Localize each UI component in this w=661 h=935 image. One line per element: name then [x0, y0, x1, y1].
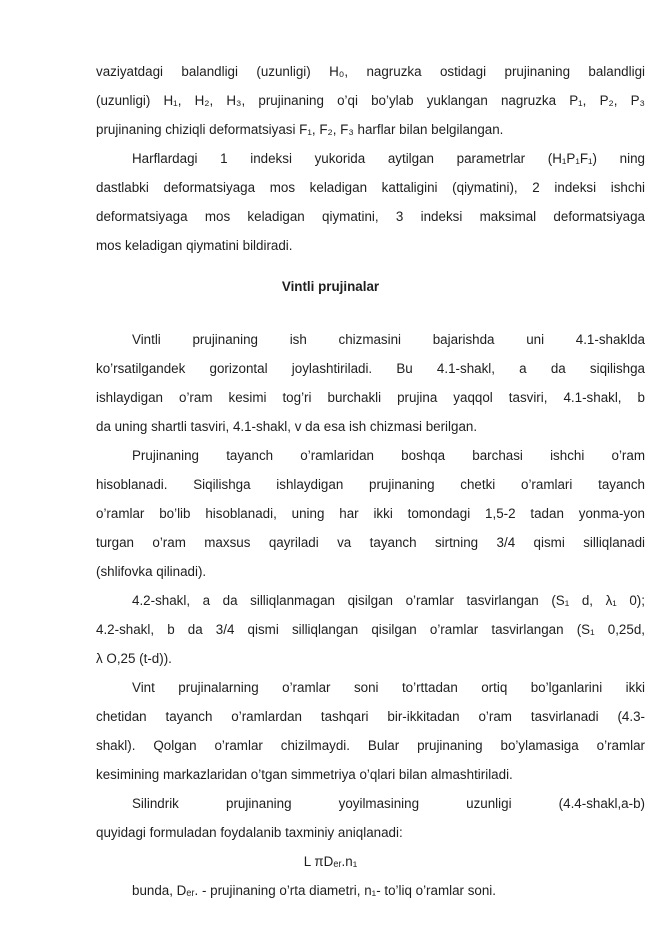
section-heading: Vintli prujinalar — [281, 279, 380, 294]
text-line: deformatsiyaga mos keladigan qiymatini, 3 indeksi maksimal deformatsiyaga — [96, 209, 645, 224]
text-line: chetidan tayanch o’ramlardan tashqari bir-ikkitadan o’ram tasvirlanadi (4.3- — [96, 709, 645, 724]
text-line: Harflardagi 1 indeksi yukorida aytilgan parametrlar (H₁P₁F₁) ning — [132, 151, 645, 166]
text-line: hisoblanadi. Siqilishga ishlaydigan prujinaning chetki o’ramlari tayanch — [96, 477, 645, 492]
text-line: kesimining markazlaridan o’tgan simmetriya o’qlari bilan almashtiriladi. — [96, 767, 513, 782]
text-line: ishlaydigan o’ram kesimi tog’ri burchakli prujina yaqqol tasviri, 4.1-shakl, b — [96, 390, 645, 405]
text-line: Vint prujinalarning o’ramlar soni to’rttadan ortiq bo’lganlarini ikki — [132, 680, 645, 695]
text-line: (uzunligi) H₁, H₂, H₃, prujinaning o’qi bo’ylab yuklangan nagruzka P₁, P₂, P₃ — [96, 93, 645, 108]
text-line: mos keladigan qiymatini bildiradi. — [96, 238, 293, 253]
text-line: da uning shartli tasviri, 4.1-shakl, v da esa ish chizmasi berilgan. — [96, 419, 478, 434]
text-line: 4.2-shakl, a da silliqlanmagan qisilgan o’ramlar tasvirlangan (S₁ d, λ₁ 0); — [132, 593, 645, 608]
text-line: ko’rsatilgandek gorizontal joylashtiriladi. Bu 4.1-shakl, a da siqilishga — [96, 361, 645, 376]
text-line: (shlifovka qilinadi). — [96, 564, 207, 579]
text-line: o’ramlar bo’lib hisoblanadi, uning har ikki tomondagi 1,5-2 tadan yonma-yon — [96, 506, 645, 521]
text-line: quyidagi formuladan foydalanib taxminiy aniqlanadi: — [96, 825, 403, 840]
text-line: vaziyatdagi balandligi (uzunligi) H₀, nagruzka ostidagi prujinaning balandligi — [96, 64, 645, 79]
text-line: prujinaning chiziqli deformatsiyasi F₁, F₂, F₃ harflar bilan belgilangan. — [96, 122, 504, 137]
text-line: 4.2-shakl, b da 3/4 qismi silliqlangan qisilgan o’ramlar tasvirlangan (S₁ 0,25d, — [96, 622, 645, 637]
text-line: λ O,25 (t-d)). — [96, 651, 172, 666]
text-line: Prujinaning tayanch o’ramlaridan boshqa barchasi ishchi o’ram — [132, 448, 645, 463]
formula: L πDₑᵣ.n₁ — [303, 854, 358, 869]
text-line: turgan o’ram maxsus qayriladi va tayanch sirtning 3/4 qismi silliqlanadi — [96, 535, 645, 550]
text-line: Silindrik prujinaning yoyilmasining uzunligi (4.4-shakl,a-b) — [132, 796, 645, 811]
text-line: bunda, Dₑᵣ. - prujinaning o’rta diametri, n₁- to’liq o’ramlar soni. — [132, 883, 496, 898]
text-line: Vintli prujinaning ish chizmasini bajarishda uni 4.1-shaklda — [132, 332, 645, 347]
text-line: dastlabki deformatsiyaga mos keladigan kattaligini (qiymatini), 2 indeksi ishchi — [96, 180, 645, 195]
text-line: shakl). Qolgan o’ramlar chizilmaydi. Bular prujinaning bo’ylamasiga o’ramlar — [96, 738, 645, 753]
